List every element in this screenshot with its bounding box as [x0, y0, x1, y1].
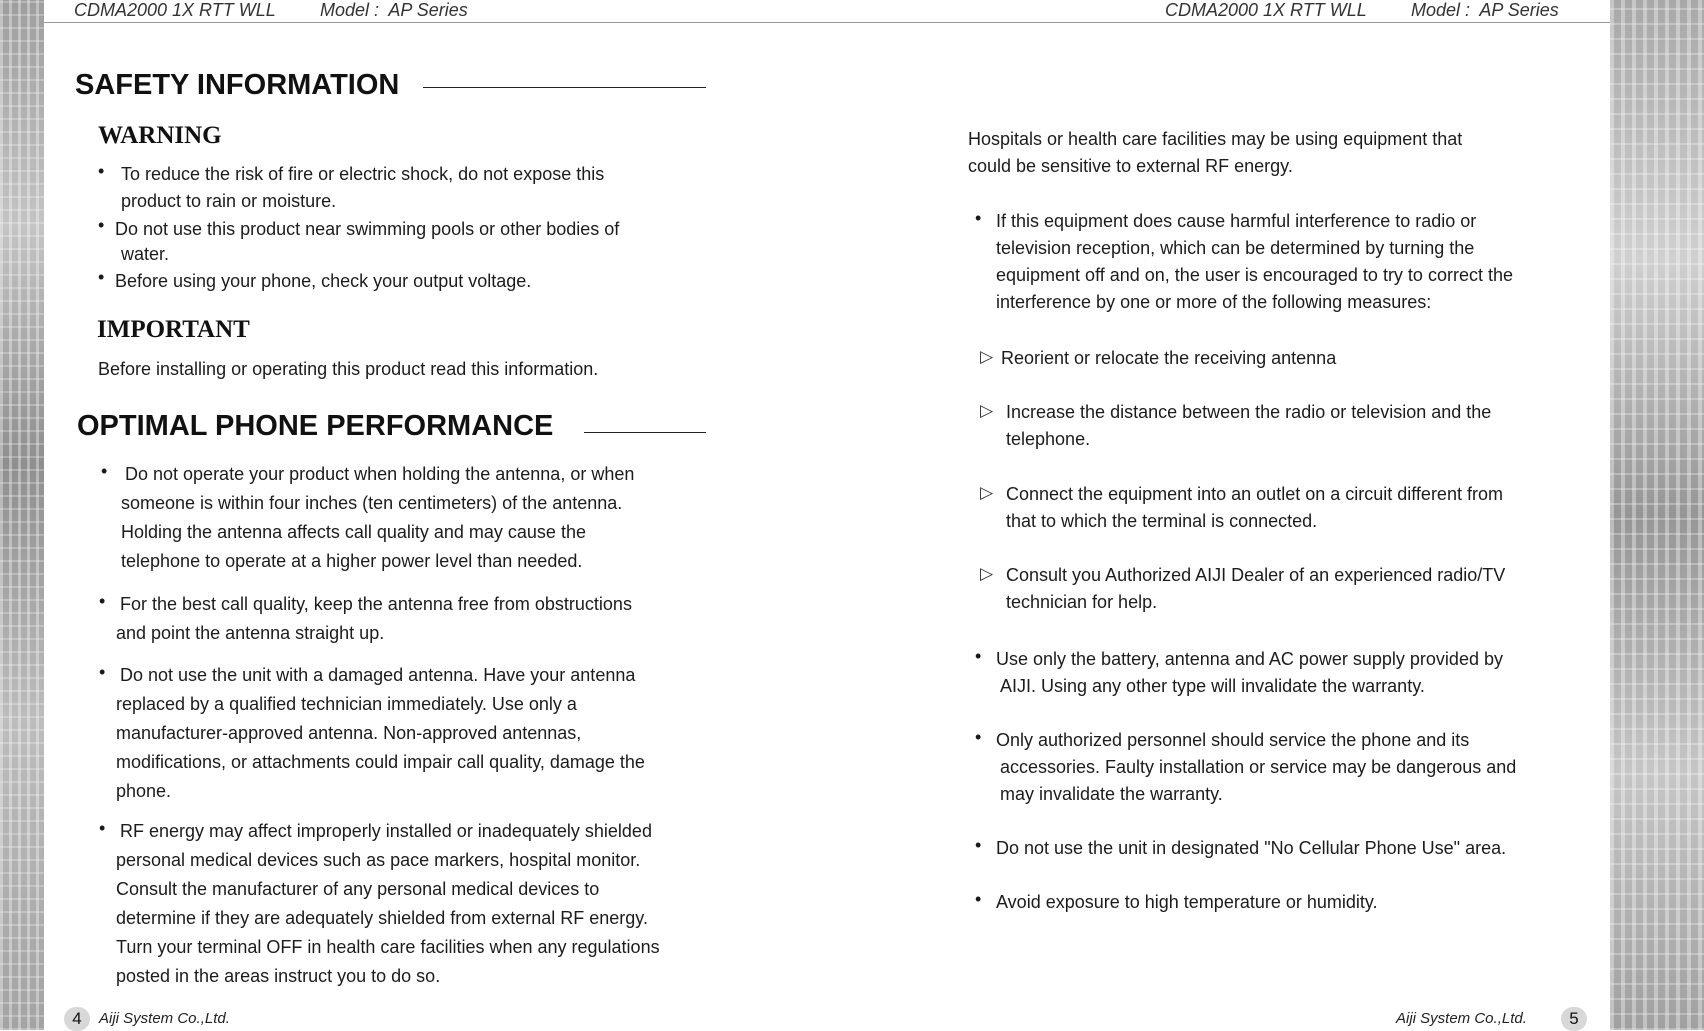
bullet-icon: • [101, 461, 108, 481]
important-title: IMPORTANT [97, 316, 250, 343]
warning-title: WARNING [98, 122, 222, 149]
optimal-item-3-line-4: modifications, or attachments could impair call quality, damage the [116, 752, 645, 772]
measure-3-line-1: Connect the equipment into an outlet on a circuit different from [1006, 484, 1503, 504]
triangle-bullet-icon: ▷ [980, 401, 994, 420]
bullet-icon: • [975, 835, 982, 855]
measure-3-line-2: that to which the terminal is connected. [1006, 511, 1318, 531]
measure-1-line-1: Reorient or relocate the receiving antenna [1001, 348, 1337, 368]
right-header-product: CDMA2000 1X RTT WLL [1165, 0, 1367, 20]
measure-2-line-2: telephone. [1006, 429, 1091, 449]
bullet-icon: • [975, 208, 982, 228]
left-header-model: Model : AP Series [320, 0, 468, 20]
item-2-line-3: may invalidate the warranty. [1000, 784, 1223, 804]
bullet-icon: • [98, 267, 105, 287]
bullet-icon: • [975, 889, 982, 909]
right-decorative-strip [1610, 0, 1704, 1030]
interference-line-2: television reception, which can be determined by turning the [996, 238, 1475, 258]
optimal-item-4-line-2: personal medical devices such as pace markers, hospital monitor. [116, 850, 641, 870]
item-4-line-1: Avoid exposure to high temperature or humidity. [996, 892, 1378, 912]
warning-item-2-line-1: Do not use this product near swimming pools or other bodies of [115, 219, 620, 239]
warning-item-3-line-1: Before using your phone, check your output voltage. [115, 271, 532, 291]
item-3-line-1: Do not use the unit in designated "No Cellular Phone Use" area. [996, 838, 1507, 858]
optimal-item-1-line-1: Do not operate your product when holding the antenna, or when [125, 464, 635, 484]
bullet-icon: • [98, 215, 105, 235]
warning-item-1-line-1: To reduce the risk of fire or electric shock, do not expose this [121, 164, 605, 184]
optimal-item-1-line-2: someone is within four inches (ten centimeters) of the antenna. [121, 493, 623, 513]
optimal-item-2-line-1: For the best call quality, keep the antenna free from obstructions [120, 594, 632, 614]
optimal-item-3-line-5: phone. [116, 781, 172, 801]
interference-line-1: If this equipment does cause harmful interference to radio or [996, 211, 1477, 231]
intro-line-1: Hospitals or health care facilities may be using equipment that [968, 129, 1463, 149]
right-header-model: Model : AP Series [1411, 0, 1559, 20]
important-text: Before installing or operating this product read this information. [98, 359, 599, 379]
optimal-item-3-line-2: replaced by a qualified technician immediately. Use only a [116, 694, 577, 714]
optimal-item-4-line-4: determine if they are adequately shielded from external RF energy. [116, 908, 648, 928]
measure-2-line-1: Increase the distance between the radio or television and the [1006, 402, 1492, 422]
bullet-icon: • [975, 646, 982, 666]
warning-item-2-line-2: water. [121, 244, 170, 264]
left-header-product: CDMA2000 1X RTT WLL [74, 0, 276, 20]
bullet-icon: • [99, 818, 106, 838]
right-page-number: 5 [1561, 1007, 1587, 1031]
triangle-bullet-icon: ▷ [980, 483, 994, 502]
optimal-item-4-line-3: Consult the manufacturer of any personal medical devices to [116, 879, 600, 899]
optimal-item-2-line-2: and point the antenna straight up. [116, 623, 385, 643]
left-page-number: 4 [64, 1007, 90, 1031]
safety-title-rule [423, 87, 706, 88]
safety-information-title: SAFETY INFORMATION [75, 69, 400, 101]
triangle-bullet-icon: ▷ [980, 347, 994, 366]
interference-line-3: equipment off and on, the user is encouraged to try to correct the [996, 265, 1513, 285]
header-rule [44, 22, 1610, 23]
item-1-line-1: Use only the battery, antenna and AC power supply provided by [996, 649, 1503, 669]
optimal-item-1-line-4: telephone to operate at a higher power level than needed. [121, 551, 583, 571]
bullet-icon: • [975, 727, 982, 747]
bullet-icon: • [99, 591, 106, 611]
interference-line-4: interference by one or more of the following measures: [996, 292, 1432, 312]
warning-item-1-line-2: product to rain or moisture. [121, 191, 337, 211]
left-decorative-strip [0, 0, 44, 1030]
measure-4-line-1: Consult you Authorized AIJI Dealer of an experienced radio/TV [1006, 565, 1506, 585]
optimal-item-1-line-3: Holding the antenna affects call quality and may cause the [121, 522, 586, 542]
optimal-item-3-line-3: manufacturer-approved antenna. Non-approved antennas, [116, 723, 582, 743]
item-2-line-2: accessories. Faulty installation or service may be dangerous and [1000, 757, 1517, 777]
optimal-item-3-line-1: Do not use the unit with a damaged antenna. Have your antenna [120, 665, 636, 685]
optimal-item-4-line-6: posted in the areas instruct you to do so. [116, 966, 441, 986]
left-footer-company: Aiji System Co.,Ltd. [99, 1010, 230, 1027]
intro-line-2: could be sensitive to external RF energy. [968, 156, 1293, 176]
item-1-line-2: AIJI. Using any other type will invalidate the warranty. [1000, 676, 1425, 696]
item-2-line-1: Only authorized personnel should service the phone and its [996, 730, 1470, 750]
triangle-bullet-icon: ▷ [980, 564, 994, 583]
right-footer-company: Aiji System Co.,Ltd. [1396, 1010, 1527, 1027]
bullet-icon: • [98, 161, 105, 181]
optimal-item-4-line-5: Turn your terminal OFF in health care facilities when any regulations [116, 937, 660, 957]
measure-4-line-2: technician for help. [1006, 592, 1158, 612]
bullet-icon: • [99, 662, 106, 682]
optimal-title-rule [584, 432, 706, 433]
optimal-item-4-line-1: RF energy may affect improperly installed or inadequately shielded [120, 821, 652, 841]
optimal-phone-performance-title: OPTIMAL PHONE PERFORMANCE [77, 410, 554, 442]
